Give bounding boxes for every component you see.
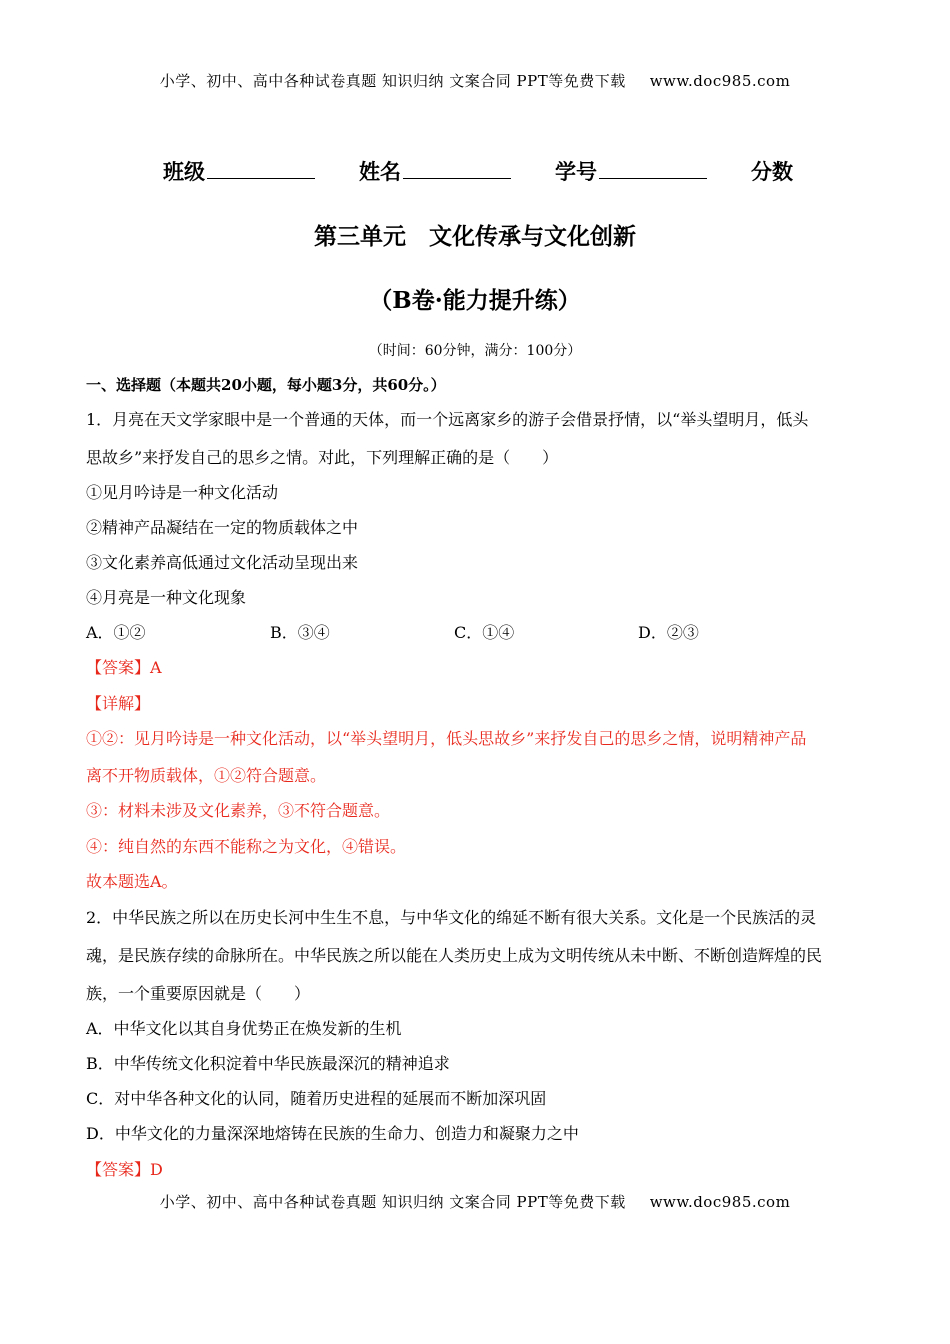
q1-detail-label: 【详解】 [86,694,151,713]
footer-text: 小学、初中、高中各种试卷真题 知识归纳 文案合同 PPT等免费下载 [159,1193,626,1211]
q1-options [86,622,822,644]
q2-stem-line: 2．中华民族之所以在历史长河中生生不息，与中华文化的绵延不断有很大关系。文化是一个民族活的灵 [86,908,817,927]
q2-answer: 【答案】D [86,1160,163,1179]
q1-answer: 【答案】A [86,658,162,677]
q2-stem-line: 族，一个重要原因就是（ ） [86,984,311,1003]
id-blank[interactable] [599,160,707,179]
time-info: （时间：60分钟，满分：100分） [368,343,582,359]
q1-statement: ②精神产品凝结在一定的物质载体之中 [86,518,359,537]
q2-option-d: D．中华文化的力量深深地熔铸在民族的生命力、创造力和凝聚力之中 [86,1124,579,1143]
q2-stem-line: 魂，是民族存续的命脉所在。中华民族之所以能在人类历史上成为文明传统从未中断、不断创造辉煌的民 [86,946,823,965]
q2-option-c: C．对中华各种文化的认同，随着历史进程的延展而不断加深巩固 [86,1089,547,1108]
header-site: www.doc985.com [649,72,791,90]
header-text: 小学、初中、高中各种试卷真题 知识归纳 文案合同 PPT等免费下载 [159,72,626,90]
student-info-row [163,156,863,186]
q1-statement: ③文化素养高低通过文化活动呈现出来 [86,553,359,572]
q1-statement: ①见月吟诗是一种文化活动 [86,483,279,502]
q2-option-a: A．中华文化以其自身优势正在焕发新的生机 [86,1019,402,1038]
id-label: 学号 [555,159,597,184]
q1-stem-line: 1．月亮在天文学家眼中是一个普通的天体，而一个远离家乡的游子会借景抒情，以“举头望明月，低头 [86,410,809,429]
page-title: 第三单元 文化传承与文化创新 [314,223,636,250]
footer-site: www.doc985.com [649,1193,791,1211]
q1-detail-line: 故本题选A。 [86,872,178,891]
class-field [163,156,315,186]
q1-option-a: A．①② [86,623,146,642]
class-blank[interactable] [207,160,315,179]
name-label: 姓名 [359,159,401,184]
page-header [0,70,950,91]
section-heading: 一、选择题（本题共20小题，每小题3分，共60分。） [86,376,446,394]
name-field [359,156,511,186]
q1-detail-line: ①②：见月吟诗是一种文化活动，以“举头望明月，低头思故乡”来抒发自己的思乡之情，说明精神产品 [86,729,807,748]
q1-detail-line: 离不开物质载体，①②符合题意。 [86,766,327,785]
page-footer [0,1191,950,1212]
id-field [555,156,707,186]
score-label: 分数 [751,159,793,184]
q1-option-d: D．②③ [638,623,699,642]
q2-option-b: B．中华传统文化积淀着中华民族最深沉的精神追求 [86,1054,450,1073]
class-label: 班级 [163,159,205,184]
score-field [751,156,793,186]
name-blank[interactable] [403,160,511,179]
q1-option-b: B．③④ [270,623,330,642]
q1-stem-line: 思故乡”来抒发自己的思乡之情。对此，下列理解正确的是（ ） [86,448,559,467]
q1-statement: ④月亮是一种文化现象 [86,588,247,607]
q1-option-c: C．①④ [454,623,515,642]
q1-detail-line: ④：纯自然的东西不能称之为文化，④错误。 [86,837,407,856]
q1-detail-line: ③：材料未涉及文化素养，③不符合题意。 [86,801,391,820]
page-subtitle: （B卷·能力提升练） [369,287,581,314]
